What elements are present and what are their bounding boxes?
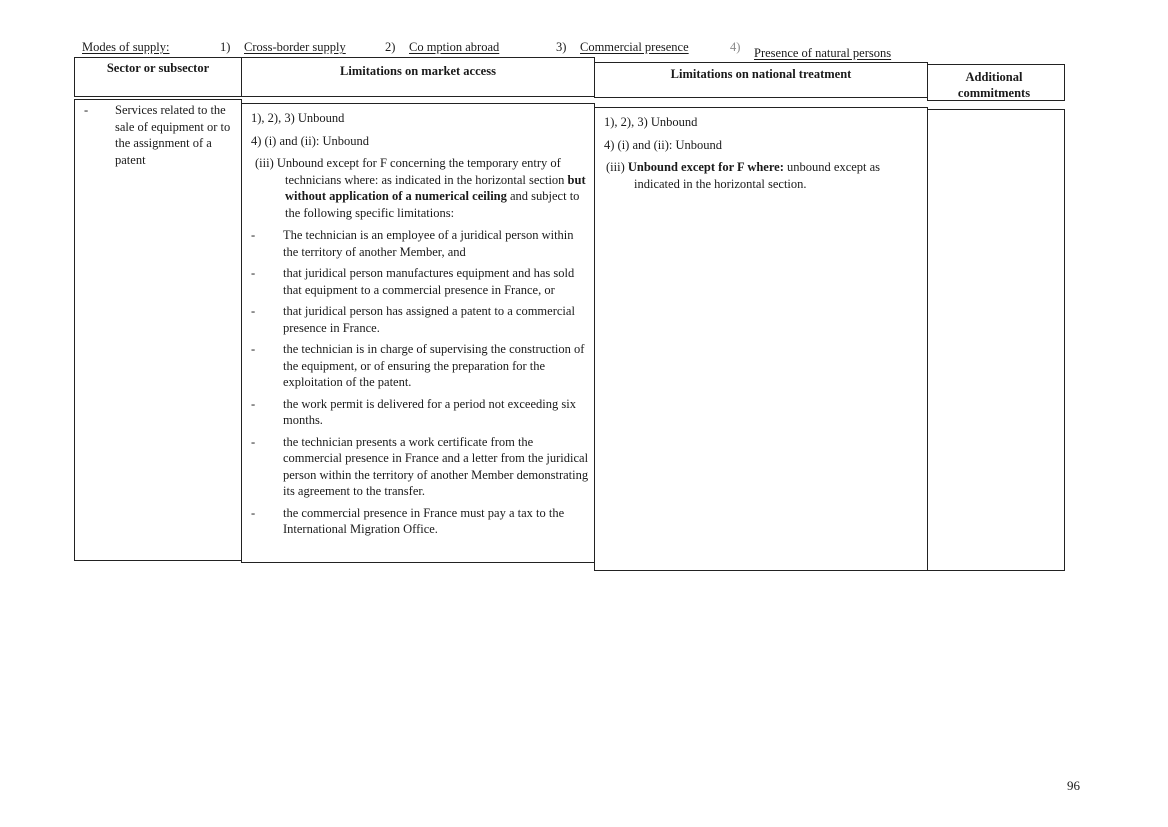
- mode-2-label: Co mption abroad: [409, 40, 500, 54]
- market-limitation-item: - that juridical person has assigned a patent to a commercial presence in France.: [251, 304, 575, 335]
- national-mode-4: 4) (i) and (ii): Unbound: [604, 137, 723, 152]
- market-access-content: [251, 110, 589, 543]
- market-limitation-item: - the technician is in charge of supervising the construction of the equipment, or of ensuring the preparation for the exploitation of the patent.: [251, 342, 585, 389]
- sector-dash: -: [84, 103, 89, 117]
- mode-4-number: 4): [730, 40, 741, 54]
- mode-1-number: 1): [220, 40, 231, 54]
- header-national-cell: [594, 62, 928, 98]
- national-mode-4-iii: (iii) Unbound except for F where: unbound except as indicated in the horizontal section.: [606, 160, 881, 191]
- header-market-cell: [241, 57, 595, 97]
- market-mode-4-iii: (iii) Unbound except for F concerning the temporary entry of technicians where: as indicated in the horizontal section but without application of a numerical ceiling and subject to the following specific limitations:: [255, 156, 586, 220]
- header-sector-cell: [74, 57, 242, 97]
- sector-description: Services related to the sale of equipment or to the assignment of a patent: [115, 103, 231, 167]
- header-additional-cell: [927, 64, 1065, 101]
- market-modes-1-3: 1), 2), 3) Unbound: [251, 111, 345, 125]
- header-sector: Sector or subsector: [106, 61, 210, 75]
- sector-cell: [74, 99, 242, 561]
- mode-3-number: 3): [556, 40, 567, 54]
- additional-cell: [927, 109, 1065, 571]
- mode-3-label: Commercial presence: [580, 40, 689, 54]
- national-modes-1-3: 1), 2), 3) Unbound: [604, 115, 698, 129]
- market-limitation-item: - that juridical person manufactures equipment and has sold that equipment to a commercial presence in France, or: [251, 266, 575, 297]
- mode-2-number: 2): [385, 40, 396, 54]
- mode-4-label: Presence of natural persons: [754, 46, 892, 60]
- modes-label: Modes of supply:: [82, 40, 170, 54]
- market-limitation-item: - the technician presents a work certificate from the commercial presence in France and a letter from the juridical person within the territory of another Member demonstrating its agreement to the transfer.: [251, 434, 589, 498]
- market-limitation-item: - The technician is an employee of a juridical person within the territory of another Member, and: [251, 228, 574, 259]
- mode-1-label: Cross-border supply: [244, 40, 346, 54]
- market-limitation-item: - the commercial presence in France must pay a tax to the International Migration Office.: [251, 505, 565, 536]
- header-market-access: Limitations on market access: [340, 64, 496, 78]
- header-national-treatment: Limitations on national treatment: [670, 67, 852, 81]
- page-number: 96: [1067, 778, 1080, 793]
- header-additional-commitments: Additional commitments: [957, 70, 1031, 100]
- market-limitation-item: - the work permit is delivered for a period not exceeding six months.: [251, 396, 576, 427]
- national-treatment-content: [604, 114, 920, 198]
- market-mode-4: 4) (i) and (ii): Unbound: [251, 133, 370, 148]
